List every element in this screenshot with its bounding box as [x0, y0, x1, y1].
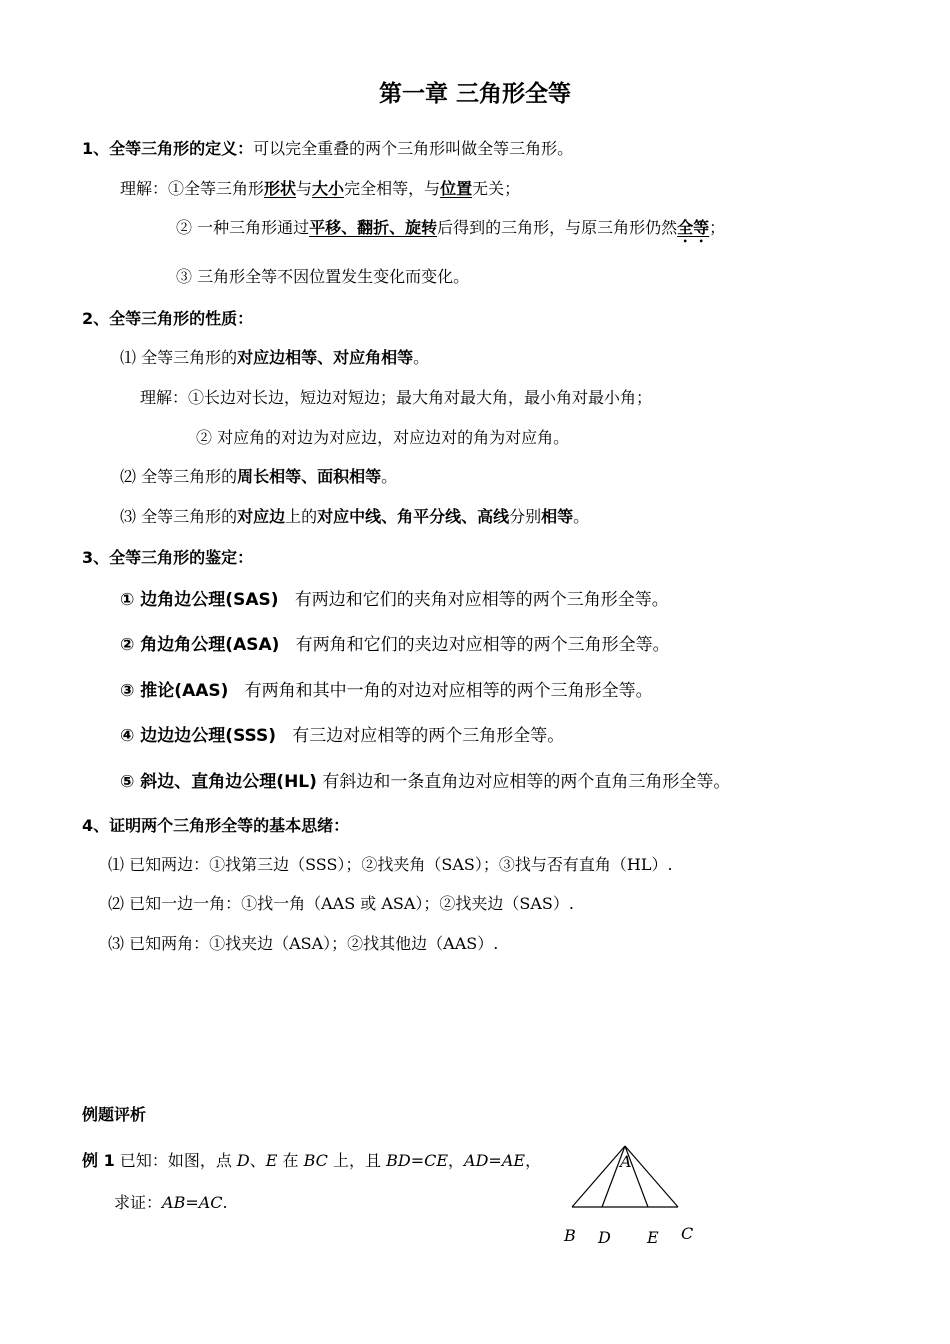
rule-description: 有两边和它们的夹角对应相等的两个三角形全等。 [294, 590, 669, 610]
text: 、 [249, 1151, 266, 1170]
example-label: 例 1 [82, 1151, 115, 1170]
vertex-label-e: E [647, 1228, 659, 1247]
text: ， [525, 1151, 542, 1170]
example-1-prove [114, 1192, 228, 1214]
text: 后得到的三角形，与原三角形仍然 [437, 218, 678, 237]
keyword: 对应边相等、对应角相等 [237, 348, 414, 367]
section-1-understanding-2 [176, 217, 725, 246]
text: 求证： [114, 1193, 163, 1212]
text: ⑴ 全等三角形的 [120, 348, 238, 367]
math: BC [303, 1151, 328, 1170]
keyword-size: 大小 [312, 179, 345, 198]
math: E [265, 1151, 278, 1170]
section-3-heading: 3、全等三角形的鉴定： [82, 548, 254, 567]
approach-2: ⑵ 已知一边一角：①找一角（AAS 或 ASA）；②找夹边（SAS）. [108, 894, 574, 913]
rule-asa [120, 634, 670, 656]
section-1-understanding-1 [120, 178, 520, 200]
rule-hl [120, 771, 730, 793]
text: 已知：如图，点 [119, 1151, 237, 1170]
property-1 [120, 347, 429, 369]
math: D [236, 1151, 250, 1170]
property-3 [120, 506, 589, 528]
keyword-shape: 形状 [264, 179, 297, 198]
text: ⑶ 全等三角形的 [120, 507, 238, 526]
math: BD=CE [386, 1151, 449, 1170]
text: 在 [277, 1151, 304, 1170]
math: AD=AE [464, 1151, 526, 1170]
vertex-label-d: D [598, 1228, 611, 1247]
rule-aas [120, 680, 653, 702]
rule-description: 有斜边和一条直角边对应相等的两个直角三角形全等。 [322, 772, 731, 792]
math: AB=AC [162, 1193, 223, 1212]
rule-description: 有三边对应相等的两个三角形全等。 [292, 726, 565, 746]
triangle-figure [565, 1140, 705, 1210]
section-1 [82, 138, 573, 160]
text: 完全相等，与 [344, 179, 441, 198]
segment-ac [625, 1146, 678, 1207]
rule-name: ② 角边角公理(ASA) [120, 635, 280, 655]
rule-description: 有两角和其中一角的对边对应相等的两个三角形全等。 [244, 681, 653, 701]
text: ② 一种三角形通过 [176, 218, 310, 237]
rule-name: ⑤ 斜边、直角边公理(HL) [120, 772, 317, 792]
rule-name: ③ 推论(AAS) [120, 681, 229, 701]
text: 。 [381, 467, 398, 486]
example-heading: 例题评析 [82, 1105, 147, 1124]
segment-ab [572, 1146, 625, 1207]
text: 与 [296, 179, 313, 198]
rule-sas [120, 589, 669, 611]
keyword: 相等 [541, 507, 574, 526]
section-1-understanding-3: ③ 三角形全等不因位置发生变化而变化。 [176, 267, 470, 286]
keyword-congruent: 全等 [677, 218, 710, 237]
text: 。 [413, 348, 430, 367]
example-1-statement [82, 1150, 541, 1172]
text: 上的 [285, 507, 318, 526]
property-understanding-2: ② 对应角的对边为对应边，对应边对的角为对应角。 [196, 428, 570, 447]
section-1-heading: 1、全等三角形的定义： [82, 139, 254, 158]
text: 无关； [472, 179, 521, 198]
rule-name: ④ 边边边公理(SSS) [120, 726, 277, 746]
text: ， [448, 1151, 465, 1170]
text: ⑵ 全等三角形的 [120, 467, 238, 486]
approach-3: ⑶ 已知两角：①找夹边（ASA）；②找其他边（AAS）. [108, 934, 499, 953]
section-4-heading: 4、证明两个三角形全等的基本思绪： [82, 816, 350, 835]
keyword: 对应边 [237, 507, 286, 526]
approach-1: ⑴ 已知两边：①找第三边（SSS）；②找夹角（SAS）；③找与否有直角（HL）. [108, 855, 673, 874]
keyword-transform: 平移、翻折、旋转 [309, 218, 438, 237]
text: 分别 [509, 507, 542, 526]
vertex-label-c: C [681, 1224, 694, 1243]
property-2 [120, 466, 397, 488]
property-understanding-1: 理解：①长边对长边，短边对短边；最大角对最大角，最小角对最小角； [140, 388, 653, 407]
vertex-label-b: B [564, 1226, 576, 1245]
rule-sss [120, 725, 564, 747]
page-title: 第一章 三角形全等 [378, 81, 571, 107]
vertex-label-a: A [620, 1152, 632, 1171]
keyword: 周长相等、面积相等 [237, 467, 382, 486]
rule-description: 有两角和它们的夹边对应相等的两个三角形全等。 [295, 635, 670, 655]
definition-text: 可以完全重叠的两个三角形叫做全等三角形。 [253, 139, 574, 158]
text: 。 [573, 507, 590, 526]
text: . [222, 1193, 228, 1212]
keyword-position: 位置 [440, 179, 473, 198]
rule-name: ① 边角边公理(SAS) [120, 590, 279, 610]
text: ； [709, 218, 726, 237]
section-2-heading: 2、全等三角形的性质： [82, 309, 254, 328]
keyword: 对应中线、角平分线、高线 [317, 507, 510, 526]
text: 理解：①全等三角形 [120, 179, 265, 198]
text: 上，且 [327, 1151, 387, 1170]
